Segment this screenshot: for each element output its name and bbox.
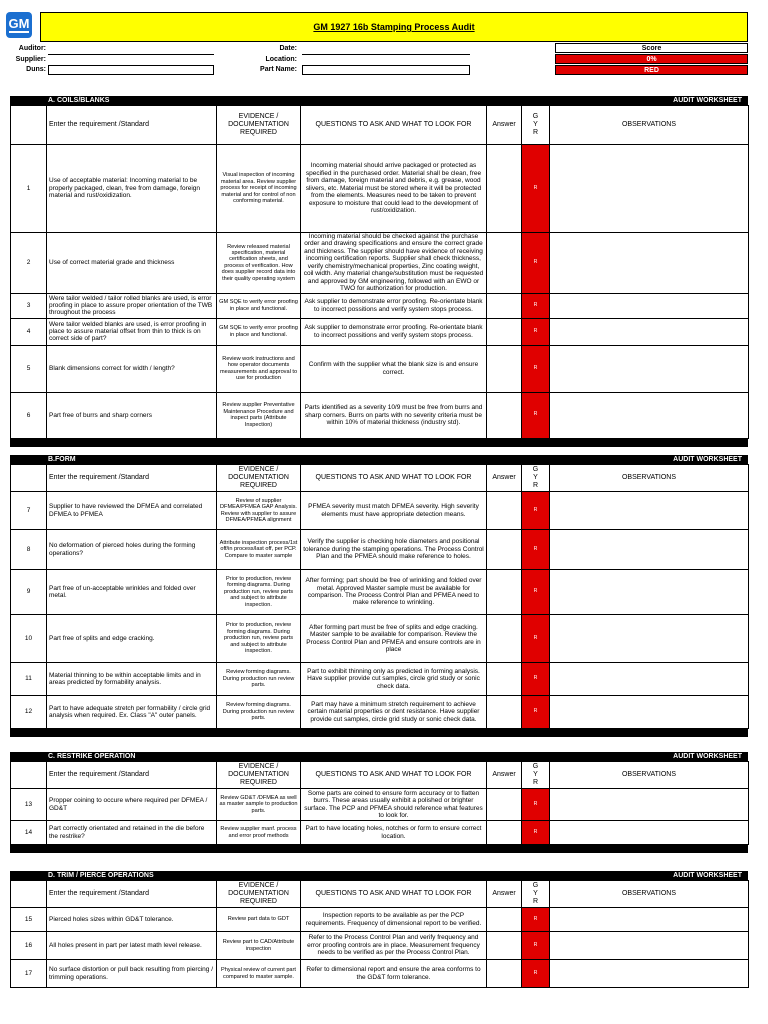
evidence-text: Review GD&T /DFMEA as well as master sample to production parts.: [217, 789, 301, 821]
answer-cell[interactable]: [487, 318, 522, 345]
answer-header: Answer: [487, 465, 522, 492]
evidence-text: Attribute inspection process/1st off/in process/last off, per PCP. Compare to master sample: [217, 530, 301, 570]
gyr-status-cell[interactable]: R: [522, 492, 550, 530]
item-number: 13: [11, 789, 47, 821]
answer-header: Answer: [487, 881, 522, 908]
observations-cell[interactable]: [550, 293, 749, 318]
column-header-row: [11, 465, 749, 492]
observations-cell[interactable]: [550, 318, 749, 345]
evidence-text: Review part data to GDT: [217, 908, 301, 932]
answer-cell[interactable]: [487, 932, 522, 960]
audit-table: [10, 105, 749, 439]
location-label: Location:: [265, 56, 297, 63]
observations-cell[interactable]: [550, 932, 749, 960]
question-text: Ask supplier to demonstrate error proofing. Re-orientate blank to incorrect possitions and verify system stops process.: [301, 293, 487, 318]
item-number: 15: [11, 908, 47, 932]
section-title: B.FORM: [48, 456, 76, 463]
question-text: Inspection reports to be available as per the PCP requirements. Frequency of dimensional report to be verified.: [301, 908, 487, 932]
observations-cell[interactable]: [550, 960, 749, 988]
requirement-text: Part to have adequate stretch per formability / circle grid analysis when required. Ex. Class "A" outer panels.: [47, 696, 217, 729]
date-field[interactable]: [302, 45, 470, 55]
section-title: C. RESTRIKE OPERATION: [48, 753, 136, 760]
question-text: After forming part must be free of splits and edge cracking. Master sample to be available for comparison. Review the Process Control Plan and PFMEA and ensure controls are in place: [301, 615, 487, 663]
num-header: [11, 881, 47, 908]
table-row: [11, 293, 749, 318]
answer-cell[interactable]: [487, 821, 522, 845]
table-row: [11, 345, 749, 392]
part-name-label: Part Name:: [260, 66, 297, 73]
requirement-text: Were tailor welded / tailor rolled blanks are used, is error proofing in place to assure proper orientation of the TWB throughout the process: [47, 293, 217, 318]
evidence-header: EVIDENCE / DOCUMENTATION REQUIRED: [217, 762, 301, 789]
audit-table: [10, 880, 749, 988]
section-header: [10, 455, 748, 464]
title-bar: [40, 12, 748, 42]
audit-worksheet-label: AUDIT WORKSHEET: [673, 872, 742, 879]
gyr-status-cell[interactable]: R: [522, 932, 550, 960]
observations-cell[interactable]: [550, 615, 749, 663]
section-title: A. COILS/BLANKS: [48, 97, 110, 104]
answer-cell[interactable]: [487, 908, 522, 932]
num-header: [11, 106, 47, 145]
gyr-status-cell[interactable]: R: [522, 908, 550, 932]
table-row: [11, 908, 749, 932]
requirement-text: Part correctly orientated and retained in the die before the restrike?: [47, 821, 217, 845]
evidence-text: Physical review of current part compared to master sample.: [217, 960, 301, 988]
requirement-text: Blank dimensions correct for width / length?: [47, 345, 217, 392]
observations-cell[interactable]: [550, 233, 749, 294]
item-number: 6: [11, 392, 47, 438]
gyr-header: G Y R: [522, 106, 550, 145]
observations-cell[interactable]: [550, 821, 749, 845]
gyr-header: G Y R: [522, 881, 550, 908]
evidence-text: Prior to production, review forming diagrams. During production run, review parts and subject to attribute inspection.: [217, 615, 301, 663]
evidence-text: Visual inspection of incoming material area. Review supplier process for receipt of incoming material and for control of non conforming material.: [217, 145, 301, 233]
requirement-text: Use of acceptable material: Incoming material to be properly packaged, clean, free from damage, foreign material and rust/oxidization.: [47, 145, 217, 233]
gyr-status-cell[interactable]: R: [522, 318, 550, 345]
questions-header: QUESTIONS TO ASK AND WHAT TO LOOK FOR: [301, 881, 487, 908]
item-number: 7: [11, 492, 47, 530]
observations-header: OBSERVATIONS: [550, 465, 749, 492]
gyr-status-cell[interactable]: R: [522, 233, 550, 294]
question-text: Part to exhibit thinning only as predicted in forming analysis. Have supplier provide cut samples, circle grid study or sonic check data.: [301, 663, 487, 696]
score-status: RED: [555, 65, 748, 75]
item-number: 10: [11, 615, 47, 663]
audit-worksheet-label: AUDIT WORKSHEET: [673, 456, 742, 463]
item-number: 11: [11, 663, 47, 696]
answer-cell[interactable]: [487, 789, 522, 821]
requirement-text: Use of correct material grade and thickness: [47, 233, 217, 294]
evidence-text: Review work instructions and how operator documents measurements and approval to use for production: [217, 345, 301, 392]
section-form: [10, 455, 748, 737]
question-text: Parts identified as a severity 10/9 must be free from burrs and sharp corners. Burrs on parts with no severity criteria must be within 10% of material thickness (industry std).: [301, 392, 487, 438]
section-header: [10, 96, 748, 105]
answer-header: Answer: [487, 106, 522, 145]
duns-field[interactable]: [48, 65, 214, 75]
question-text: Incoming material should arrive packaged or protected as specified in the purchased order. Material shall be clean, free from damage, foreign material and debris, e.g. grease, wood slivers, etc. Material must be stored where it will be protected from the elements. Measures need to be taken to prevent exposure to moisture that could lead to the development of rust/oxidization.: [301, 145, 487, 233]
evidence-text: Review released material specification, material certification sheets, and process of verification. How does supplier record data into their quality operating system: [217, 233, 301, 294]
requirement-text: Part free of burrs and sharp corners: [47, 392, 217, 438]
answer-cell[interactable]: [487, 663, 522, 696]
questions-header: QUESTIONS TO ASK AND WHAT TO LOOK FOR: [301, 762, 487, 789]
requirement-text: Pierced holes sizes within GD&T tolerance.: [47, 908, 217, 932]
item-number: 1: [11, 145, 47, 233]
table-row: [11, 696, 749, 729]
gyr-status-cell[interactable]: R: [522, 293, 550, 318]
page-title: GM 1927 16b Stamping Process Audit: [313, 22, 475, 32]
question-text: Refer to the Process Control Plan and verify frequency and error proofing controls are in place. Measurement frequency needs to be verified as per the Process Control Plan.: [301, 932, 487, 960]
table-row: [11, 392, 749, 438]
observations-cell[interactable]: [550, 345, 749, 392]
evidence-header: EVIDENCE / DOCUMENTATION REQUIRED: [217, 465, 301, 492]
section-footer: [10, 845, 748, 853]
observations-cell[interactable]: [550, 145, 749, 233]
evidence-text: Prior to production, review forming diagrams. During production run, review parts and subject to attribute inspection.: [217, 570, 301, 615]
observations-cell[interactable]: [550, 663, 749, 696]
gyr-header: G Y R: [522, 465, 550, 492]
requirement-text: No deformation of pierced holes during the forming operations?: [47, 530, 217, 570]
duns-label: Duns:: [26, 66, 46, 73]
table-row: [11, 233, 749, 294]
evidence-text: Review of supplier DFMEA/PFMEA GAP Analysis. Review with supplier to assure DFMEA/PFMEA alignment: [217, 492, 301, 530]
question-text: PFMEA severity must match DFMEA severity. High severity elements must have appropriate detection means.: [301, 492, 487, 530]
evidence-text: Review supplier manf. process and error proof methods: [217, 821, 301, 845]
table-row: [11, 318, 749, 345]
requirement-text: Part free of un-acceptable wrinkles and folded over metal.: [47, 570, 217, 615]
column-header-row: [11, 106, 749, 145]
gyr-status-cell[interactable]: R: [522, 345, 550, 392]
evidence-text: GM SQE to verify error proofing in place and functional.: [217, 293, 301, 318]
question-text: Ask supplier to demonstrate error proofing. Re-orientate blank to incorrect possitions and verify system stops process.: [301, 318, 487, 345]
item-number: 8: [11, 530, 47, 570]
question-text: Incoming material should be checked against the purchase order and drawing specifications and ensure the correct grade and thickness. The supplier should have evidence of receiving incoming certification reports. Supplier shall check thickness, verify chemistry/mechanical properties, Zinc coating weight, coil width. Any material change/substitution must be requested and approved by GM engineering, followed with an EWO or TWO for authorization for production.: [301, 233, 487, 294]
gyr-status-cell[interactable]: R: [522, 821, 550, 845]
gyr-status-cell[interactable]: R: [522, 663, 550, 696]
question-text: Some parts are coined to ensure form accuracy or to flatten burrs. These areas usually exhibit a polished or brighter surface. The PCP and PFMEA should reference what features to look for.: [301, 789, 487, 821]
section-footer: [10, 729, 748, 737]
question-text: After forming; part should be free of wrinkling and folded over metal. Approved Master sample must be available for comparison. The Process Control Plan and PFMEA need to make reference to wrinkling.: [301, 570, 487, 615]
observations-cell[interactable]: [550, 908, 749, 932]
gyr-header: G Y R: [522, 762, 550, 789]
item-number: 12: [11, 696, 47, 729]
gyr-status-cell[interactable]: R: [522, 145, 550, 233]
observations-cell[interactable]: [550, 492, 749, 530]
requirement-text: Material thinning to be within acceptable limits and in areas predicted by formability analysis.: [47, 663, 217, 696]
audit-table: [10, 761, 749, 845]
observations-header: OBSERVATIONS: [550, 881, 749, 908]
requirement-header: Enter the requirement /Standard: [47, 465, 217, 492]
table-row: [11, 570, 749, 615]
evidence-text: Review forming diagrams. During production run review parts.: [217, 663, 301, 696]
gyr-status-cell[interactable]: R: [522, 615, 550, 663]
answer-cell[interactable]: [487, 145, 522, 233]
num-header: [11, 762, 47, 789]
answer-cell[interactable]: [487, 492, 522, 530]
requirement-text: Part free of splits and edge cracking.: [47, 615, 217, 663]
evidence-text: GM SQE to verify error proofing in place and functional.: [217, 318, 301, 345]
table-row: [11, 615, 749, 663]
table-row: [11, 932, 749, 960]
table-row: [11, 960, 749, 988]
observations-cell[interactable]: [550, 392, 749, 438]
evidence-text: Review supplier Preventative Maintenance Procedure and inspect parts (Attribute Inspection): [217, 392, 301, 438]
evidence-header: EVIDENCE / DOCUMENTATION REQUIRED: [217, 881, 301, 908]
question-text: Verify the supplier is checking hole diameters and positional tolerance during the stamping operations. The Process Control Plan and the PFMEA should make reference to holes.: [301, 530, 487, 570]
section-title: D. TRIM / PIERCE OPERATIONS: [48, 872, 154, 879]
item-number: 4: [11, 318, 47, 345]
answer-cell[interactable]: [487, 392, 522, 438]
audit-table: [10, 464, 749, 729]
auditor-label: Auditor:: [18, 45, 46, 52]
observations-header: OBSERVATIONS: [550, 106, 749, 145]
evidence-text: Review forming diagrams. During production run review parts.: [217, 696, 301, 729]
observations-header: OBSERVATIONS: [550, 762, 749, 789]
requirement-text: Propper coining to occure where required per DFMEA / GD&T: [47, 789, 217, 821]
section-footer: [10, 439, 748, 447]
table-row: [11, 492, 749, 530]
table-row: [11, 821, 749, 845]
column-header-row: [11, 881, 749, 908]
gyr-status-cell[interactable]: R: [522, 696, 550, 729]
requirement-text: No surface distortion or pull back resulting from piercing / trimming operations.: [47, 960, 217, 988]
item-number: 16: [11, 932, 47, 960]
section-header: [10, 752, 748, 761]
item-number: 9: [11, 570, 47, 615]
item-number: 5: [11, 345, 47, 392]
section-trim-pierce: [10, 871, 748, 988]
evidence-header: EVIDENCE / DOCUMENTATION REQUIRED: [217, 106, 301, 145]
item-number: 17: [11, 960, 47, 988]
requirement-header: Enter the requirement /Standard: [47, 106, 217, 145]
question-text: Part to have locating holes, notches or form to ensure correct location.: [301, 821, 487, 845]
item-number: 14: [11, 821, 47, 845]
supplier-label: Supplier:: [15, 56, 46, 63]
question-text: Confirm with the supplier what the blank size is and ensure correct.: [301, 345, 487, 392]
observations-cell[interactable]: [550, 530, 749, 570]
gyr-status-cell[interactable]: R: [522, 570, 550, 615]
gyr-status-cell[interactable]: R: [522, 789, 550, 821]
observations-cell[interactable]: [550, 696, 749, 729]
column-header-row: [11, 762, 749, 789]
section-header: [10, 871, 748, 880]
gyr-status-cell[interactable]: R: [522, 960, 550, 988]
requirement-text: Supplier to have reviewed the DFMEA and correlated DFMEA to PFMEA: [47, 492, 217, 530]
requirement-text: All holes present in part per latest math level release.: [47, 932, 217, 960]
section-coils-blanks: [10, 96, 748, 447]
answer-header: Answer: [487, 762, 522, 789]
score-label: Score: [555, 43, 748, 53]
audit-worksheet-label: AUDIT WORKSHEET: [673, 97, 742, 104]
audit-worksheet-label: AUDIT WORKSHEET: [673, 753, 742, 760]
table-row: [11, 145, 749, 233]
gm-logo: GM: [6, 12, 32, 38]
table-row: [11, 789, 749, 821]
score-value: 0%: [555, 54, 748, 64]
auditor-field[interactable]: [48, 45, 214, 55]
item-number: 2: [11, 233, 47, 294]
section-restrike: [10, 752, 748, 853]
answer-cell[interactable]: [487, 696, 522, 729]
answer-cell[interactable]: [487, 530, 522, 570]
question-text: Refer to dimensional report and ensure the area conforms to the GD&T form tolerance.: [301, 960, 487, 988]
num-header: [11, 465, 47, 492]
gyr-status-cell[interactable]: R: [522, 392, 550, 438]
evidence-text: Review part to CAD/Attribute inspection: [217, 932, 301, 960]
gyr-status-cell[interactable]: R: [522, 530, 550, 570]
question-text: Part may have a minimum stretch requirement to achieve certain material properties or dent resistance. Have supplier provide cut samples, circle grid study or sonic check data.: [301, 696, 487, 729]
answer-cell[interactable]: [487, 960, 522, 988]
observations-cell[interactable]: [550, 570, 749, 615]
answer-cell[interactable]: [487, 293, 522, 318]
observations-cell[interactable]: [550, 789, 749, 821]
date-label: Date:: [279, 45, 297, 52]
requirement-header: Enter the requirement /Standard: [47, 762, 217, 789]
item-number: 3: [11, 293, 47, 318]
answer-cell[interactable]: [487, 570, 522, 615]
answer-cell[interactable]: [487, 345, 522, 392]
table-row: [11, 530, 749, 570]
requirement-text: Were tailor welded blanks are used, is error proofing in place to assure material offset from thin to thick is on correct side of part?: [47, 318, 217, 345]
table-row: [11, 663, 749, 696]
answer-cell[interactable]: [487, 615, 522, 663]
requirement-header: Enter the requirement /Standard: [47, 881, 217, 908]
part-name-field[interactable]: [302, 65, 470, 75]
questions-header: QUESTIONS TO ASK AND WHAT TO LOOK FOR: [301, 465, 487, 492]
questions-header: QUESTIONS TO ASK AND WHAT TO LOOK FOR: [301, 106, 487, 145]
answer-cell[interactable]: [487, 233, 522, 294]
